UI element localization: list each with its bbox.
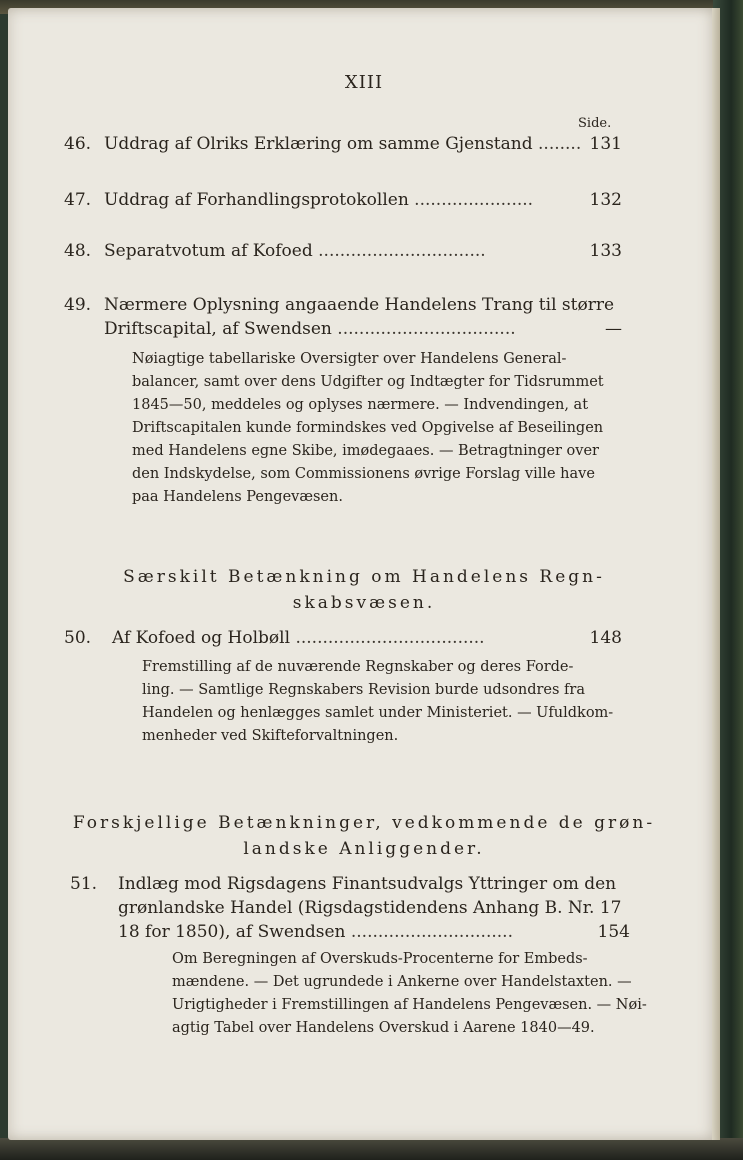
entry-number: 48. bbox=[64, 241, 92, 261]
page-edge bbox=[712, 8, 720, 1140]
entry-title-line: 18 for 1850), af Swendsen .............................. bbox=[118, 922, 513, 942]
entry-number: 46. bbox=[64, 134, 92, 154]
binding-bottom bbox=[0, 1138, 743, 1160]
entry-summary: Fremstilling af de nuværende Regnskaber og deres Forde- ling. — Samtlige Regnskabers Revision burde udsondres fra Handelen og henlægges samlet under Ministeriet. — Ufuldkom- menheder ved Skifteforvaltningen. bbox=[142, 659, 614, 744]
entry-summary: Nøiagtige tabellariske Oversigter over Handelens General- balancer, samt over dens Udgifter og Indtægter for Tidsrummet 1845—50, meddeles og oplyses nærmere. — Indvendingen, at Driftscapitalen kunde formindskes ved Opgivelse af Beseilingen med Handelens egne Skibe, imødegaaes. — Betragtninger over den Indskydelse, som Commissionens øvrige Forslag ville have paa Handelens Pengevæsen. bbox=[132, 351, 604, 505]
entry-title: Uddrag af Forhandlingsprotokollen ...................... bbox=[104, 190, 534, 210]
entry-number: 47. bbox=[64, 190, 92, 210]
entry-title-line: grønlandske Handel (Rigsdagstidendens Anhang B. Nr. 17 bbox=[118, 898, 622, 918]
entry-number: 50. bbox=[64, 628, 92, 648]
entry-number: 51. bbox=[70, 874, 98, 894]
entry-page: 132 bbox=[589, 190, 622, 210]
entry-title: Uddrag af Olriks Erklæring om samme Gjenstand ........ bbox=[104, 134, 582, 154]
entry-title-line: Nærmere Oplysning angaaende Handelens Trang til større bbox=[104, 295, 615, 315]
entry-page: 148 bbox=[589, 628, 622, 648]
book-page bbox=[8, 8, 720, 1140]
entry-summary: Om Beregningen af Overskuds-Procenterne for Embeds- mændene. — Det ugrundede i Ankerne over Handelstaxten. — Urigtigheder i Fremstillingen af Handelens Pengevæsen. — Nøi- agtig Tabel over Handelens Overskud i Aarene 1840—49. bbox=[172, 951, 647, 1036]
section-heading: Særskilt Betænkning om Handelens Regn- skabsvæsen. bbox=[123, 567, 605, 613]
entry-page: — bbox=[605, 319, 622, 339]
entry-page: 131 bbox=[589, 134, 622, 154]
entry-title-line: Driftscapital, af Swendsen ................................. bbox=[104, 319, 516, 339]
column-header-side: Side. bbox=[578, 116, 612, 131]
entry-title: Separatvotum af Kofoed ............................... bbox=[104, 241, 486, 261]
page-numeral: XIII bbox=[344, 72, 384, 93]
entry-page: 133 bbox=[589, 241, 622, 261]
entry-number: 49. bbox=[64, 295, 92, 315]
entry-title-line: Indlæg mod Rigsdagens Finantsudvalgs Yttringer om den bbox=[118, 874, 617, 894]
entry-title: Af Kofoed og Holbøll ................................... bbox=[112, 628, 485, 648]
section-heading: Forskjellige Betænkninger, vedkommende de grøn- landske Anliggender. bbox=[72, 813, 656, 859]
entry-page: 154 bbox=[597, 922, 630, 942]
